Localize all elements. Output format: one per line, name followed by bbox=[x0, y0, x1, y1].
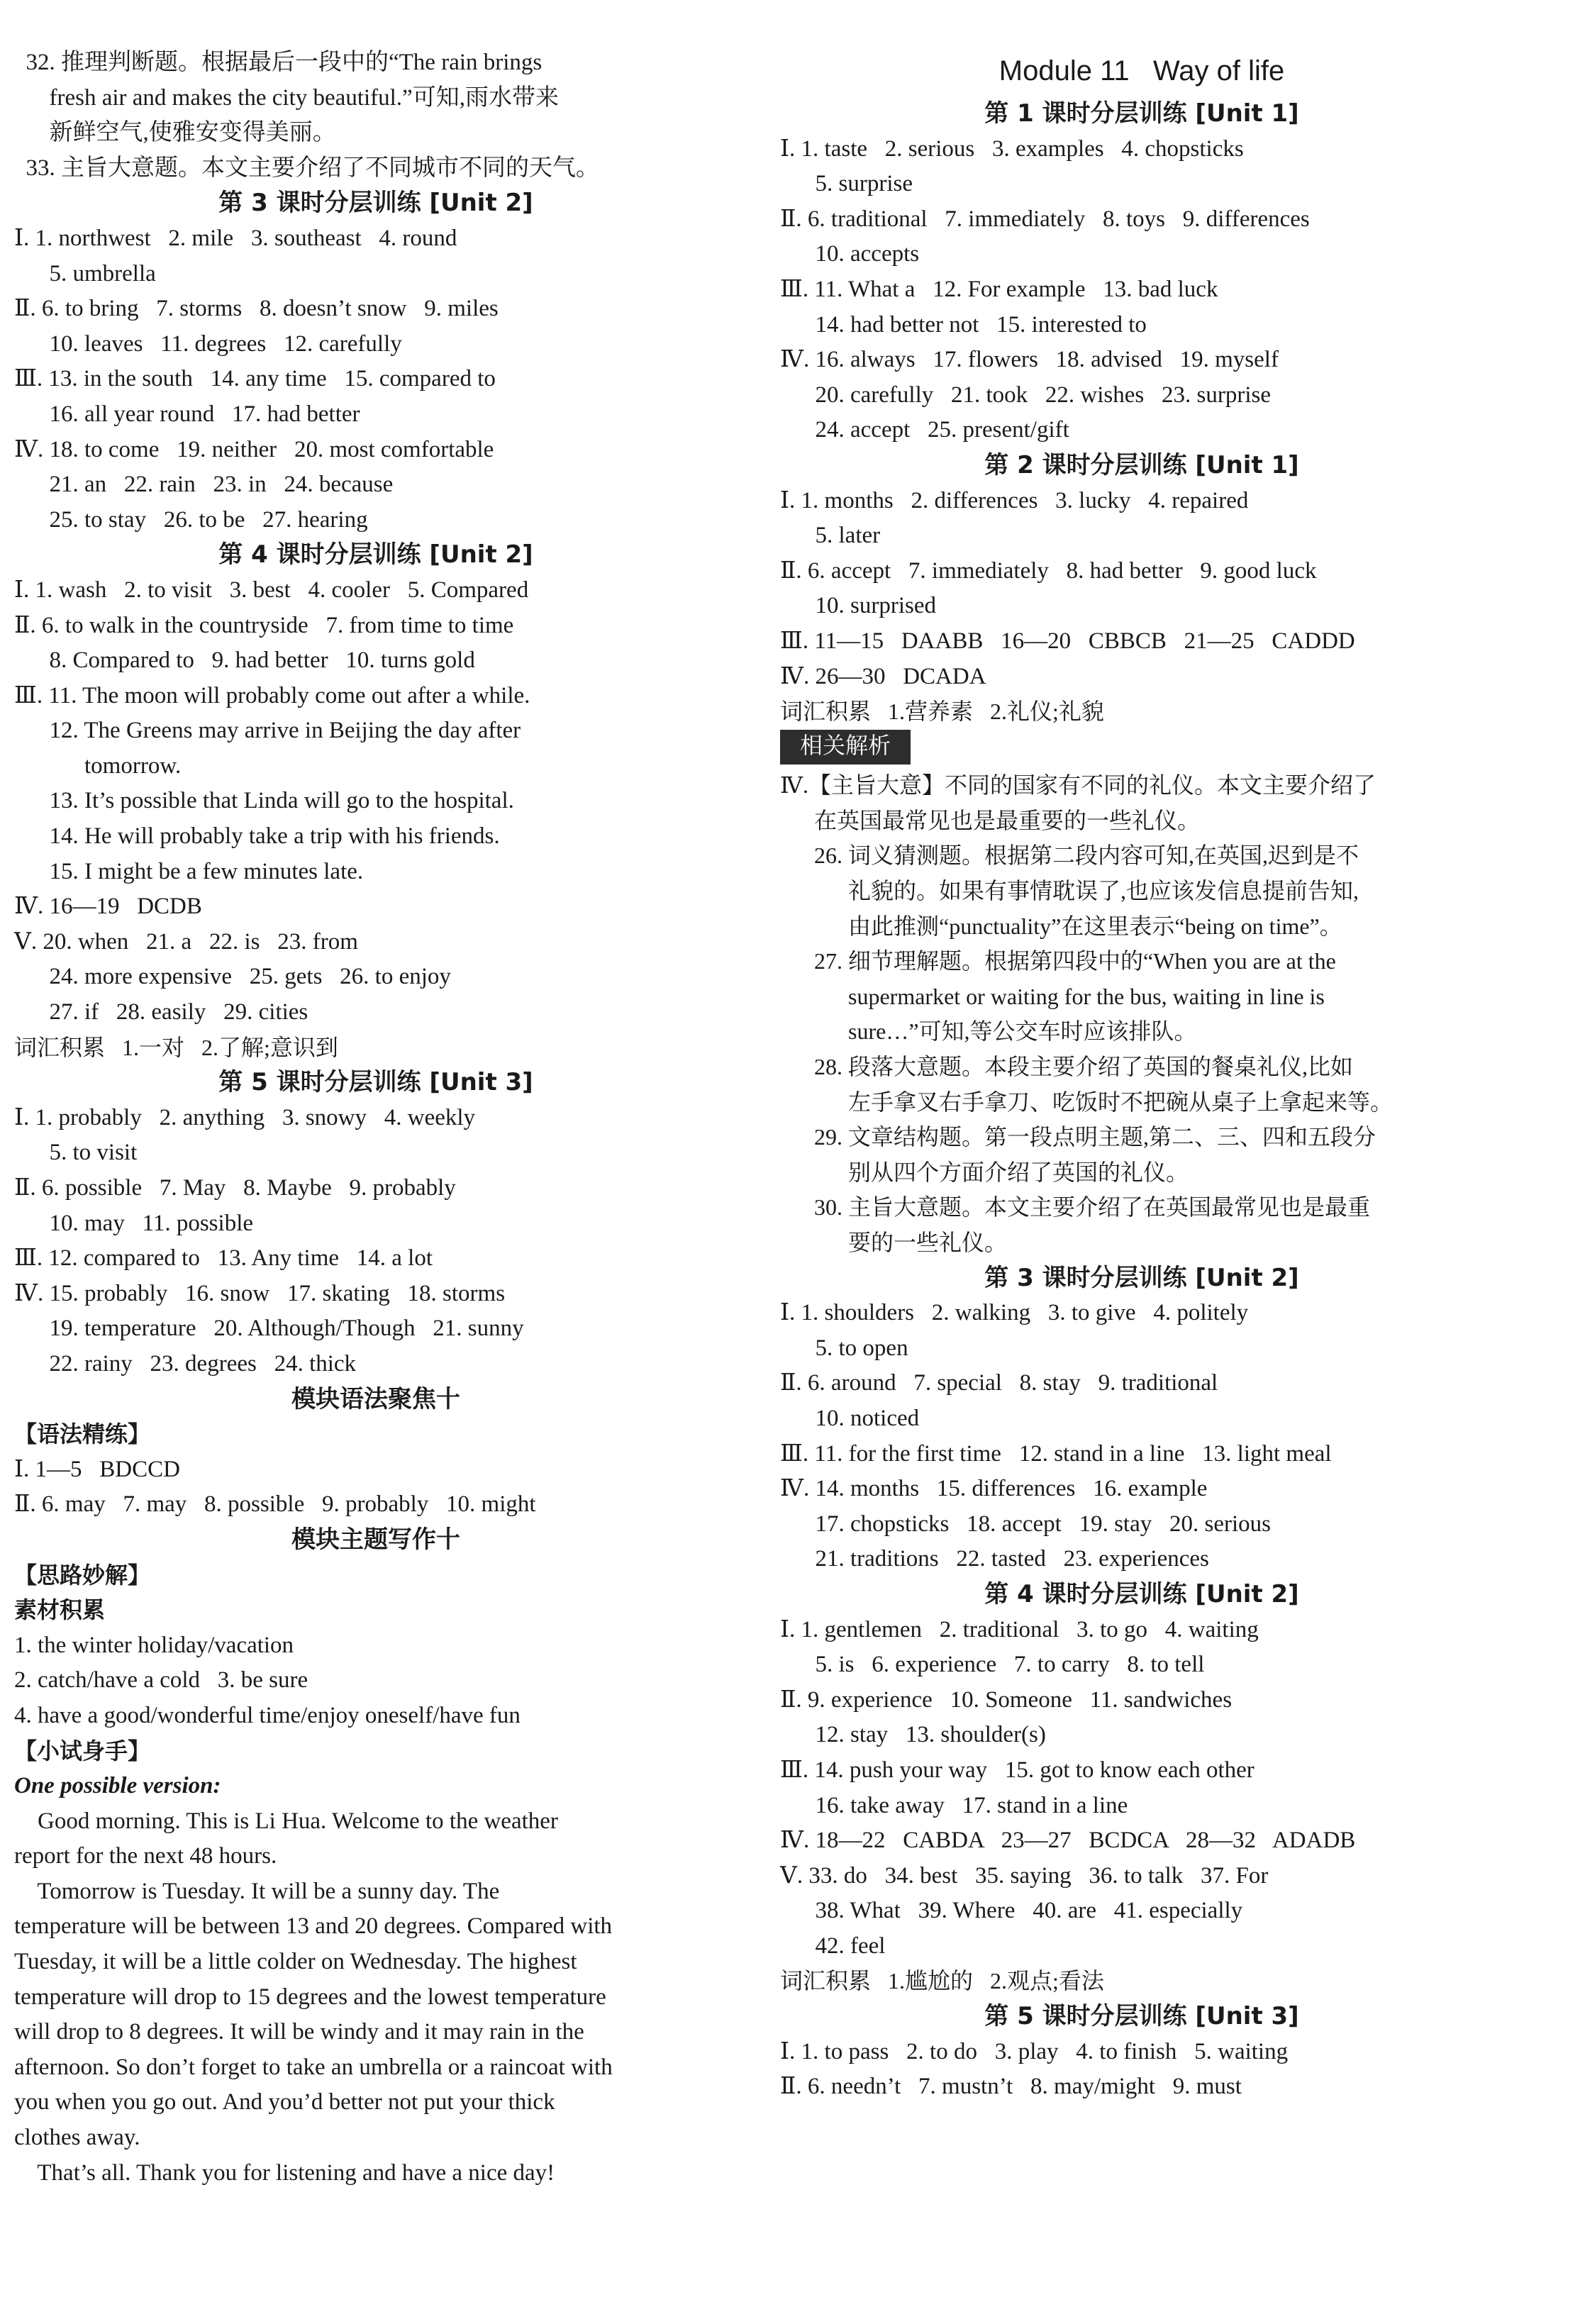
answer-line: Ⅲ. 11—15 DAABB 16—20 CBBCB 21—25 CADDD bbox=[780, 628, 1355, 654]
answer-line: tomorrow. bbox=[14, 752, 182, 779]
section-label: 【小试身手】 bbox=[14, 1737, 151, 1764]
answer-line: Ⅲ. 11. What a 12. For example 13. bad luck bbox=[780, 276, 1218, 302]
answer-line: Ⅰ. 1. probably 2. anything 3. snowy 4. weekly bbox=[14, 1104, 476, 1130]
answer-line: Tuesday, it will be a little colder on Wednesday. The highest bbox=[14, 1949, 577, 1975]
answer-line: Good morning. This is Li Hua. Welcome to the weather bbox=[14, 1808, 558, 1834]
answer-line: Ⅳ. 14. months 15. differences 16. example bbox=[780, 1476, 1208, 1502]
analysis-line: 29. 文章结构题。第一段点明主题,第二、三、四和五段分 bbox=[780, 1124, 1376, 1150]
section-heading: 第 2 课时分层训练 [Unit 1] bbox=[984, 450, 1299, 479]
answer-line: will drop to 8 degrees. It will be windy and it may rain in the bbox=[14, 2019, 584, 2045]
answer-line: 5. umbrella bbox=[14, 260, 156, 287]
answer-line: temperature will drop to 15 degrees and the lowest temperature bbox=[14, 1984, 606, 2010]
analysis-line: 26. 词义猜测题。根据第二段内容可知,在英国,迟到是不 bbox=[780, 843, 1359, 869]
answer-line: 16. take away 17. stand in a line bbox=[780, 1792, 1128, 1818]
answer-line: 4. have a good/wonderful time/enjoy oneself/have fun bbox=[14, 1702, 521, 1728]
answer-line: 新鲜空气,使雅安变得美丽。 bbox=[14, 120, 336, 146]
section-label: 素材积累 bbox=[14, 1596, 106, 1624]
section-heading: 第 5 课时分层训练 [Unit 3] bbox=[218, 1068, 533, 1097]
answer-line: Ⅴ. 20. when 21. a 22. is 23. from bbox=[14, 928, 358, 955]
answer-line: Ⅱ. 6. accept 7. immediately 8. had better 9. good luck bbox=[780, 557, 1317, 584]
answer-line: 27. if 28. easily 29. cities bbox=[14, 999, 308, 1025]
answer-line: 8. Compared to 9. had better 10. turns gold bbox=[14, 647, 475, 674]
answer-line: Ⅱ. 6. traditional 7. immediately 8. toys 9. differences bbox=[780, 206, 1310, 232]
module-title: Module 11 Way of life bbox=[998, 55, 1285, 87]
section-heading: 第 5 课时分层训练 [Unit 3] bbox=[984, 2002, 1299, 2031]
answer-line: Ⅱ. 6. may 7. may 8. possible 9. probably 10. might bbox=[14, 1491, 536, 1518]
analysis-box: 相关解析 bbox=[790, 730, 901, 761]
answer-line: 15. I might be a few minutes late. bbox=[14, 858, 364, 884]
answer-line: 10. noticed bbox=[780, 1405, 920, 1431]
answer-line: Ⅰ. 1. shoulders 2. walking 3. to give 4. politely bbox=[780, 1300, 1249, 1326]
answer-line: fresh air and makes the city beautiful.”可知,雨水带来 bbox=[14, 84, 559, 111]
section-heading: 第 4 课时分层训练 [Unit 2] bbox=[218, 540, 533, 569]
analysis-line: 27. 细节理解题。根据第四段中的“When you are at the bbox=[780, 948, 1336, 974]
answer-line: 10. accepts bbox=[780, 241, 920, 267]
answer-line: 12. The Greens may arrive in Beijing the day after bbox=[14, 718, 521, 744]
answer-line: 1. the winter holiday/vacation bbox=[14, 1632, 294, 1658]
answer-line: Ⅰ. 1. taste 2. serious 3. examples 4. chopsticks bbox=[780, 135, 1244, 162]
answer-line: 42. feel bbox=[780, 1933, 886, 1959]
section-heading: 第 3 课时分层训练 [Unit 2] bbox=[984, 1263, 1299, 1292]
answer-line: Ⅰ. 1. to pass 2. to do 3. play 4. to finish 5. waiting bbox=[780, 2038, 1289, 2064]
answer-line: Ⅱ. 6. to walk in the countryside 7. from time to time bbox=[14, 612, 514, 638]
analysis-line: 在英国最常见也是最重要的一些礼仪。 bbox=[780, 807, 1201, 833]
answer-line: 33. 主旨大意题。本文主要介绍了不同城市不同的天气。 bbox=[14, 155, 599, 181]
analysis-line: 别从四个方面介绍了英国的礼仪。 bbox=[780, 1159, 1189, 1185]
section-label: 【思路妙解】 bbox=[14, 1561, 151, 1589]
answer-line: 16. all year round 17. had better bbox=[14, 401, 360, 427]
analysis-line: Ⅳ.【主旨大意】不同的国家有不同的礼仪。本文主要介绍了 bbox=[780, 772, 1376, 799]
answer-line: Tomorrow is Tuesday. It will be a sunny day. The bbox=[14, 1878, 500, 1904]
answer-line: 38. What 39. Where 40. are 41. especially bbox=[780, 1898, 1243, 1924]
answer-line: 20. carefully 21. took 22. wishes 23. surprise bbox=[780, 382, 1271, 408]
left-column bbox=[14, 45, 738, 2191]
answer-line: Ⅱ. 9. experience 10. Someone 11. sandwiches bbox=[780, 1686, 1233, 1713]
answer-line: Ⅳ. 18—22 CABDA 23—27 BCDCA 28—32 ADADB bbox=[780, 1828, 1356, 1854]
answer-line: 5. later bbox=[780, 523, 881, 549]
answer-line: Ⅱ. 6. around 7. special 8. stay 9. traditional bbox=[780, 1370, 1218, 1396]
section-heading: 第 4 课时分层训练 [Unit 2] bbox=[984, 1579, 1299, 1608]
answer-line: 21. an 22. rain 23. in 24. because bbox=[14, 472, 394, 498]
answer-line: 14. had better not 15. interested to bbox=[780, 311, 1147, 338]
answer-line: 13. It’s possible that Linda will go to the hospital. bbox=[14, 788, 514, 814]
answer-line: temperature will be between 13 and 20 degrees. Compared with bbox=[14, 1913, 613, 1940]
answer-line: 10. may 11. possible bbox=[14, 1210, 254, 1236]
answer-line: Ⅰ. 1—5 BDCCD bbox=[14, 1456, 180, 1482]
answer-line: That’s all. Thank you for listening and have a nice day! bbox=[14, 2159, 555, 2186]
answer-line: Ⅲ. 14. push your way 15. got to know each other bbox=[780, 1757, 1254, 1783]
analysis-line: 由此推测“punctuality”在这里表示“being on time”。 bbox=[780, 913, 1342, 939]
answer-line: Ⅳ. 16. always 17. flowers 18. advised 19. myself bbox=[780, 347, 1279, 373]
answer-line: 5. to visit bbox=[14, 1140, 138, 1166]
answer-line: 5. is 6. experience 7. to carry 8. to tell bbox=[780, 1652, 1205, 1678]
answer-line: Ⅲ. 11. The moon will probably come out after a while. bbox=[14, 682, 530, 708]
answer-line: Ⅱ. 6. possible 7. May 8. Maybe 9. probably bbox=[14, 1175, 456, 1201]
answer-line: clothes away. bbox=[14, 2125, 140, 2151]
answer-line: you when you go out. And you’d better not put your thick bbox=[14, 2089, 555, 2115]
answer-line: Ⅲ. 11. for the first time 12. stand in a line 13. light meal bbox=[780, 1440, 1332, 1467]
answer-line: afternoon. So don’t forget to take an umbrella or a raincoat with bbox=[14, 2054, 613, 2080]
answer-line: 10. surprised bbox=[780, 593, 936, 619]
answer-line: 17. chopsticks 18. accept 19. stay 20. serious bbox=[780, 1511, 1271, 1537]
answer-line: Ⅳ. 16—19 DCDB bbox=[14, 894, 202, 920]
analysis-line: 28. 段落大意题。本段主要介绍了英国的餐桌礼仪,比如 bbox=[780, 1054, 1354, 1080]
section-heading: 模块主题写作十 bbox=[291, 1525, 460, 1554]
analysis-line: 要的一些礼仪。 bbox=[780, 1230, 1008, 1255]
section-label: 【语法精练】 bbox=[14, 1420, 151, 1448]
answer-line: Ⅴ. 33. do 34. best 35. saying 36. to talk 37. For bbox=[780, 1862, 1269, 1889]
answer-line: Ⅱ. 6. needn’t 7. mustn’t 8. may/might 9. must bbox=[780, 2074, 1242, 2100]
answer-line: Ⅰ. 1. gentlemen 2. traditional 3. to go 4. waiting bbox=[780, 1616, 1259, 1642]
answer-line: 10. leaves 11. degrees 12. carefully bbox=[14, 330, 402, 357]
vocabulary-line: 词汇积累 1.一对 2.了解;意识到 bbox=[14, 1034, 338, 1060]
answer-line: 12. stay 13. shoulder(s) bbox=[780, 1722, 1046, 1748]
answer-line: 22. rainy 23. degrees 24. thick bbox=[14, 1350, 357, 1377]
analysis-line: 左手拿叉右手拿刀、吃饭时不把碗从桌子上拿起来等。 bbox=[780, 1089, 1393, 1115]
answer-line: 24. more expensive 25. gets 26. to enjoy bbox=[14, 964, 451, 990]
answer-line: Ⅲ. 12. compared to 13. Any time 14. a lot bbox=[14, 1245, 433, 1272]
section-heading: 第 1 课时分层训练 [Unit 1] bbox=[984, 99, 1299, 128]
answer-line: Ⅰ. 1. northwest 2. mile 3. southeast 4. round bbox=[14, 225, 457, 251]
answer-line: Ⅳ. 15. probably 16. snow 17. skating 18. storms bbox=[14, 1280, 506, 1306]
section-heading: 模块语法聚焦十 bbox=[291, 1384, 460, 1413]
right-column bbox=[780, 45, 1503, 2105]
analysis-line: supermarket or waiting for the bus, waiting in line is bbox=[780, 983, 1325, 1009]
answer-line: report for the next 48 hours. bbox=[14, 1843, 277, 1869]
answer-line: Ⅳ. 26—30 DCADA bbox=[780, 663, 986, 689]
answer-line: 19. temperature 20. Although/Though 21. sunny bbox=[14, 1316, 524, 1342]
vocabulary-line: 词汇积累 1.营养素 2.礼仪;礼貌 bbox=[780, 699, 1104, 725]
answer-line: 5. surprise bbox=[780, 171, 913, 197]
answer-line: 21. traditions 22. tasted 23. experiences bbox=[780, 1546, 1209, 1572]
answer-line: 24. accept 25. present/gift bbox=[780, 417, 1069, 443]
analysis-label bbox=[780, 730, 911, 765]
vocabulary-line: 词汇积累 1.尴尬的 2.观点;看法 bbox=[780, 1968, 1104, 1994]
analysis-line: 30. 主旨大意题。本文主要介绍了在英国最常见也是最重 bbox=[780, 1194, 1371, 1221]
analysis-line: sure…”可知,等公交车时应该排队。 bbox=[780, 1018, 1197, 1045]
answer-line: Ⅳ. 18. to come 19. neither 20. most comfortable bbox=[14, 436, 494, 462]
answer-line: 25. to stay 26. to be 27. hearing bbox=[14, 506, 368, 533]
answer-line: Ⅰ. 1. wash 2. to visit 3. best 4. cooler 5. Compared bbox=[14, 577, 529, 603]
section-heading: 第 3 课时分层训练 [Unit 2] bbox=[218, 189, 533, 218]
answer-line: 5. to open bbox=[780, 1335, 908, 1361]
sample-label: One possible version: bbox=[14, 1773, 221, 1799]
answer-line: Ⅱ. 6. to bring 7. storms 8. doesn’t snow 9. miles bbox=[14, 296, 499, 322]
answer-line: 32. 推理判断题。根据最后一段中的“The rain brings bbox=[14, 50, 543, 75]
answer-line: 2. catch/have a cold 3. be sure bbox=[14, 1667, 308, 1694]
answer-line: Ⅲ. 13. in the south 14. any time 15. compared to bbox=[14, 366, 496, 392]
analysis-line: 礼貌的。如果有事情耽误了,也应该发信息提前告知, bbox=[780, 878, 1359, 904]
answer-line: Ⅰ. 1. months 2. differences 3. lucky 4. repaired bbox=[780, 487, 1249, 513]
answer-line: 14. He will probably take a trip with his friends. bbox=[14, 823, 500, 850]
